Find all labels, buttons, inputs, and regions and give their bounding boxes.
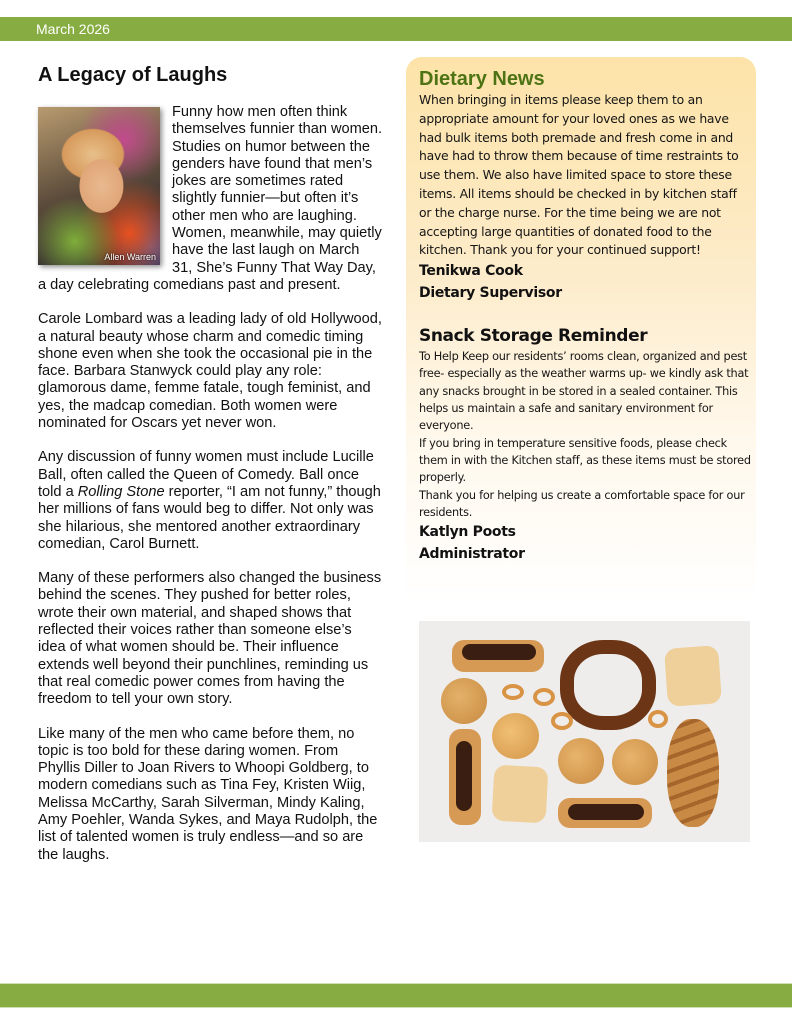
muffin-plain [492,713,539,759]
snack-paragraph-2: If you bring in temperature sensitive foods, please check them in with the Kitchen staff, as these items must be stored properly. [419,436,751,485]
mini-pretzel [551,712,573,730]
article-title: A Legacy of Laughs [38,64,228,86]
header-band [0,17,792,41]
snack-signature-title: Administrator [419,546,525,563]
comedian-photo [38,107,160,265]
pretzel-large [560,640,656,730]
snack-storage-title: Snack Storage Reminder [419,326,648,347]
eclair-left-vertical [449,729,481,825]
article-paragraph-1: Funny how men often think themselves funnier than women. Studies on humor between the genders have found that men’s jokes are sometimes rated slightly funnier—but often it’s other men who are laughing. Women, meanwhile, may quietly have the last laugh on March 31, She’s Funny That Way Day, a day celebrating comedians past and present. [38,104,383,293]
pastry-square-bottom [492,765,549,824]
footer-band [0,983,792,1008]
photo-credit: Allen Warren [104,252,156,262]
article-legacy-of-laughs [38,60,383,881]
text: reporter, “I am not funny,” though her millions of fans would beg to differ. Not only was she hilarious, she mentored another extraordinary comedian, Carol Burnett. [38,483,381,552]
croissant [667,719,719,827]
issue-date: March 2026 [36,21,110,37]
snack-paragraph-1: To Help Keep our residents’ rooms clean, organized and pest free- especially as the weather warms up- we kindly ask that any snacks brought in be stored in a sealed container. This helps us maintain a safe and sanitary environment for everyone. [419,350,749,433]
article-paragraph-2: Carole Lombard was a leading lady of old Hollywood, a natural beauty whose charm and comedic timing shone even when she took the occasional pie in the face. Barbara Stanwyck could play any role: glamorous dame, femme fatale, tough feminist, and yes, the madcap comedian. Both women were nominated for Oscars yet never won. [38,311,382,432]
eclair-top [452,640,544,672]
snack-paragraph-3: Thank you for helping us create a comfortable space for our residents. [419,488,745,519]
mini-pretzel [502,684,524,700]
mini-pretzel [533,688,555,706]
pastries-photo [419,621,750,842]
dietary-news-body: When bringing in items please keep them to an appropriate amount for your loved ones as we have had bulk items both premade and fresh come in and have had to throw them because of time restraints to use them. We also have limited space to store these items. All items should be checked in by kitchen staff or the charge nurse. For the time being we are not accepting large quantities of donated food to the kitchen. Thank you for your continued support! [419,92,739,258]
dietary-signature-title: Dietary Supervisor [419,285,562,302]
article-paragraph-5: Like many of the men who came before them, no topic is too bold for these daring women. From Phyllis Diller to Joan Rivers to Whoopi Goldberg, to modern comedians such as Tina Fey, Kristen Wiig, Melissa McCarthy, Sarah Silverman, Mindy Kaling, Amy Poehler, Wanda Sykes, and Maya Rudolph, the list of talented women is truly endless—and so are the laughs. [38,725,378,863]
snack-signature-name: Katlyn Poots [419,524,516,541]
article-paragraph-4: Many of these performers also changed the business behind the scenes. They pushed for better roles, wrote their own material, and shaped shows that reflected their voices rather than someone else’s idea of what women should be. Their influence extends well beyond their punchlines, reminding us that real comedic power comes from having the freedom to tell your own story. [38,570,382,708]
article-paragraph-3 [38,449,383,553]
publication-name: Rolling Stone [77,483,165,500]
dietary-news-title: Dietary News [419,68,545,90]
muffin-left [441,678,487,724]
dietary-news-box [406,57,756,602]
muffin-blueberry [612,739,658,785]
muffin-blueberry [558,738,604,784]
pastry-square-top [664,645,722,707]
eclair-bottom [558,798,652,828]
mini-pretzel [648,710,668,728]
text: Any discussion of funny women must include Lucille Ball, often called the Queen of Comedy. Ball once told a [38,449,374,500]
dietary-signature-name: Tenikwa Cook [419,263,523,280]
